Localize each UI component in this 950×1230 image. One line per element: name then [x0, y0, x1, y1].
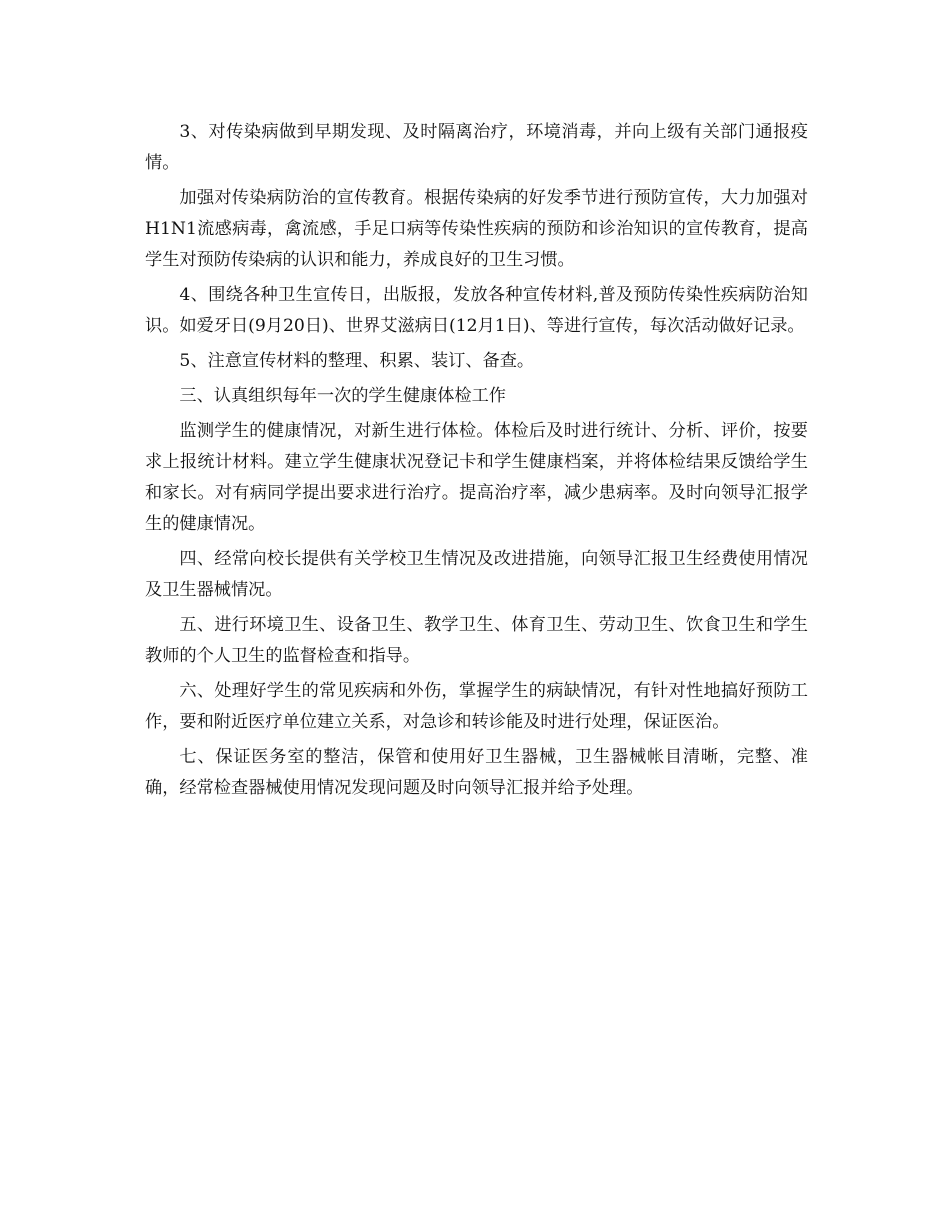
section-5-hygiene-inspection: 五、进行环境卫生、设备卫生、教学卫生、体育卫生、劳动卫生、饮食卫生和学生教师的个人卫生的监督检查和指导。: [145, 615, 808, 666]
paragraph-health-monitoring: 监测学生的健康情况，对新生进行体检。体检后及时进行统计、分析、评价，按要求上报统计材料。建立学生健康状况登记卡和学生健康档案，并将体检结果反馈给学生和家长。对有病同学提出要求进行治疗。提高治疗率，减少患病率。及时向领导汇报学生的健康情况。: [145, 421, 808, 534]
paragraph-health-education: 加强对传染病防治的宣传教育。根据传染病的好发季节进行预防宣传，大力加强对H1N1流感病毒，禽流感，手足口病等传染性疾病的预防和诊治知识的宣传教育，提高学生对预防传染病的认识和能力，养成良好的卫生习惯。: [145, 188, 808, 270]
section-6-common-illness: 六、处理好学生的常见疾病和外伤，掌握学生的病缺情况，有针对性地搞好预防工作，要和附近医疗单位建立关系，对急诊和转诊能及时进行处理，保证医治。: [145, 681, 808, 732]
paragraph-item-3-infectious-disease: 3、对传染病做到早期发现、及时隔离治疗，环境消毒，并向上级有关部门通报疫情。: [145, 122, 808, 173]
section-heading-3-health-exam: 三、认真组织每年一次的学生健康体检工作: [179, 386, 506, 406]
document-body: [145, 117, 808, 808]
section-4-report-to-principal: 四、经常向校长提供有关学校卫生情况及改进措施，向领导汇报卫生经费使用情况及卫生器械情况。: [145, 549, 808, 600]
paragraph-item-4-health-days: 4、围绕各种卫生宣传日，出版报，发放各种宣传材料,普及预防传染性疾病防治知识。如爱牙日(9月20日)、世界艾滋病日(12月1日)、等进行宣传，每次活动做好记录。: [145, 285, 808, 336]
section-7-clinic-upkeep: 七、保证医务室的整洁，保管和使用好卫生器械，卫生器械帐目清晰，完整、准确，经常检查器械使用情况发现问题及时向领导汇报并给予处理。: [145, 747, 808, 798]
paragraph-item-5-materials: 5、注意宣传材料的整理、积累、装订、备查。: [179, 351, 535, 371]
